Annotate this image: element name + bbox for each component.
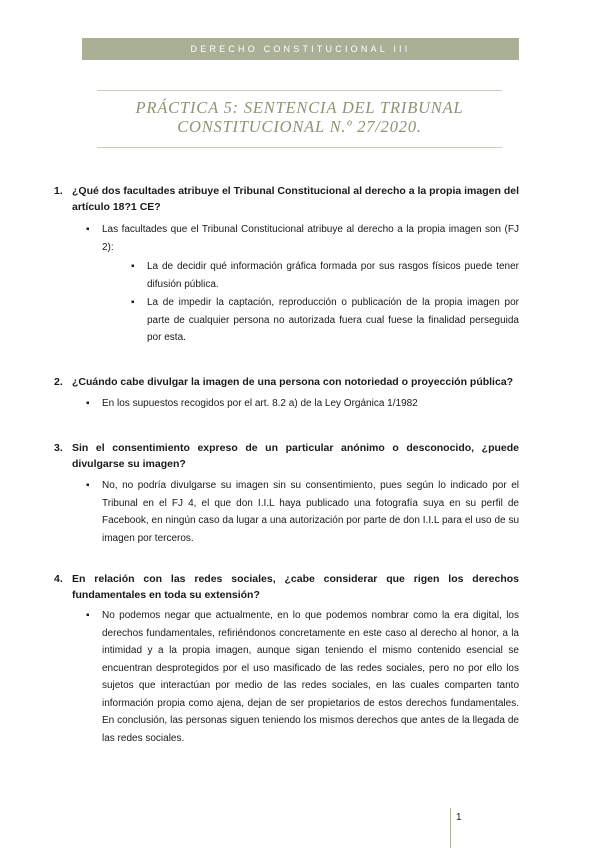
question-text: Sin el consentimiento expreso de un particular anónimo o desconocido, ¿puede divulgarse su imagen?: [72, 442, 519, 470]
question-number: 4.: [54, 573, 63, 585]
bullet-icon: ▪: [131, 297, 135, 308]
question-text: ¿Qué dos facultades atribuye el Tribunal Constitucional al derecho a la propia imagen del artículo 18?1 CE?: [72, 185, 519, 213]
answer-1: [86, 221, 519, 256]
subpoint-text: La de decidir qué información gráfica formada por sus rasgos físicos puede tener difusión pública.: [147, 261, 519, 290]
question-number: 3.: [54, 442, 63, 454]
page-number: 1: [456, 812, 462, 823]
document-title-line-2: CONSTITUCIONAL N.º 27/2020.: [177, 117, 422, 136]
answer-4: [86, 607, 519, 747]
answer-3: [86, 477, 519, 547]
answer-1-subpoint-2: [131, 294, 519, 347]
answer-text: No, no podría divulgarse su imagen sin su consentimiento, pues según lo indicado por el Tribunal en el FJ 4, el que don I.I.L haya publicado una fotografía suya en su perfil de Facebook, en ningún caso da lugar a una autorización por parte de don I.I.L para el uso de su imagen por terceros.: [102, 480, 519, 544]
question-text: ¿Cuándo cabe divulgar la imagen de una persona con notoriedad o proyección pública?: [72, 376, 514, 388]
document-title: [97, 98, 502, 136]
document-title-line-1: PRÁCTICA 5: SENTENCIA DEL TRIBUNAL: [135, 98, 464, 117]
bullet-icon: ▪: [131, 261, 135, 272]
title-bottom-rule: [97, 147, 502, 148]
bullet-icon: ▪: [86, 480, 90, 491]
subpoint-text: La de impedir la captación, reproducción o publicación de la propia imagen por parte de cualquier persona no autorizada fuera cual fuese la finalidad perseguida por esta.: [147, 297, 519, 343]
question-4: [54, 571, 519, 603]
question-1: [54, 183, 519, 215]
answer-text: No podemos negar que actualmente, en lo que podemos nombrar como la era digital, los derechos fundamentales, refiriéndonos concretamente en este caso al derecho al honor, a la intimidad y a la propia imagen, aunque sigan teniendo el mismo contenido esencial se encuentran desprotegidos por el uso masificado de las redes sociales, pero no por ello los sujetos que interactúan por medio de las redes sociales, en las cuales comparten tanto información propia como ajena, dejan de ser propietarios de estos derechos fundamentales. En conclusión, las personas siguen teniendo los mismos derechos que antes de la llegada de las redes sociales.: [102, 610, 519, 744]
question-3: [54, 440, 519, 472]
running-header: DERECHO CONSTITUCIONAL III: [82, 38, 519, 60]
title-top-rule: [97, 90, 502, 91]
question-text: En relación con las redes sociales, ¿cabe considerar que rigen los derechos fundamentales en toda su extensión?: [72, 573, 519, 601]
question-number: 1.: [54, 185, 63, 197]
answer-text: Las facultades que el Tribunal Constitucional atribuye al derecho a la propia imagen son (FJ 2):: [102, 224, 519, 253]
answer-1-subpoint-1: [131, 258, 519, 293]
question-number: 2.: [54, 376, 63, 388]
bullet-icon: ▪: [86, 224, 90, 235]
bullet-icon: ▪: [86, 398, 90, 409]
answer-text: En los supuestos recogidos por el art. 8.2 a) de la Ley Orgánica 1/1982: [102, 398, 418, 409]
bullet-icon: ▪: [86, 610, 90, 621]
question-2: [54, 374, 519, 390]
answer-2: [86, 395, 519, 413]
footer-rule: [450, 808, 451, 848]
